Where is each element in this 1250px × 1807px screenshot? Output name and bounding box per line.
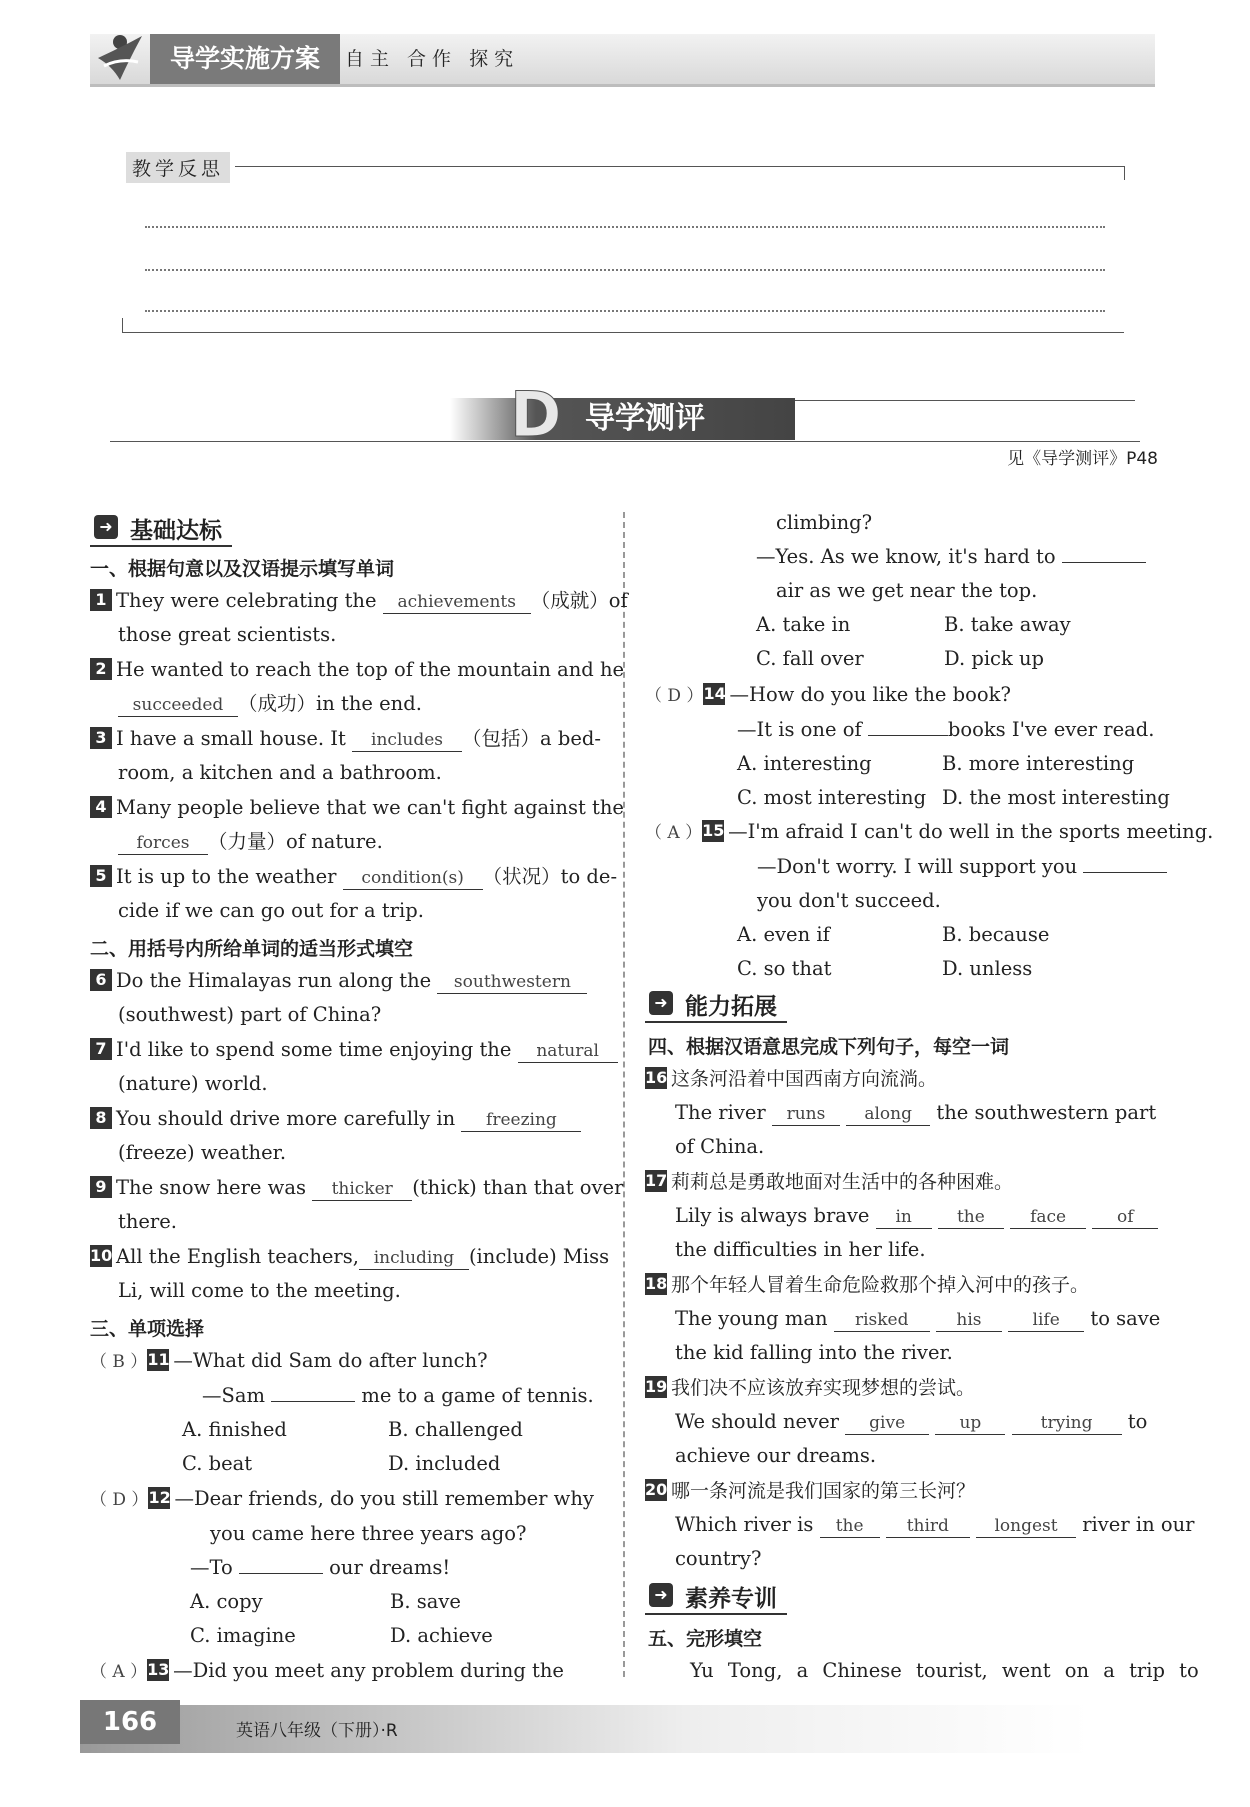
answer-blank[interactable]: longest	[976, 1515, 1076, 1538]
answer-blank[interactable]: of	[1092, 1206, 1158, 1229]
answer-blank[interactable]: thicker	[312, 1178, 412, 1201]
question-number: 15	[702, 821, 725, 840]
question-number: 3	[90, 727, 112, 749]
answer-blank[interactable]: risked	[834, 1309, 930, 1332]
choice-answer[interactable]: （ A ）	[645, 823, 703, 843]
subheading-basic: ➜ 基础达标	[90, 512, 232, 547]
answer-blank[interactable]: face	[1010, 1206, 1086, 1229]
answer-blank[interactable]: third	[886, 1515, 970, 1538]
answer-blank[interactable]	[271, 1401, 355, 1402]
answer-blank[interactable]	[1062, 562, 1146, 563]
part5-title: 五、完形填空	[648, 1628, 763, 1650]
answer-blank[interactable]: includes	[352, 729, 462, 752]
answer-blank[interactable]: runs	[772, 1103, 840, 1126]
question-3: 3 I have a small house. It includes （包括）a bed- room, a kitchen and a bathroom.	[90, 722, 601, 790]
reflection-right-line	[1124, 166, 1125, 180]
part3-title: 三、单项选择	[90, 1318, 205, 1340]
question-number: 17	[645, 1171, 668, 1190]
arrow-icon: ➜	[649, 991, 673, 1015]
question-number: 2	[90, 658, 112, 680]
answer-blank[interactable]: up	[935, 1412, 1005, 1435]
question-15: （ A ）15 —I'm afraid I can't do well in the sports meeting. —Don't worry. I will support you you don't succeed. A. even if B. because C. so that D. unless	[645, 820, 1214, 980]
choice-answer[interactable]: （ B ）	[90, 1352, 148, 1372]
answer-blank[interactable]: life	[1008, 1309, 1084, 1332]
cloze-passage: Yu Tong, a Chinese tourist, went on a trip to	[690, 1659, 1199, 1682]
answer-blank[interactable]: including	[359, 1247, 469, 1270]
reflection-dotline	[145, 310, 1105, 312]
question-number: 13	[147, 1660, 170, 1679]
question-19: 19 我们决不应该放弃实现梦想的尝试。 We should never give up trying to achieve our dreams.	[645, 1377, 1148, 1467]
question-number: 18	[645, 1274, 668, 1293]
answer-blank[interactable]: succeeded	[118, 694, 238, 717]
answer-blank[interactable]: freezing	[461, 1109, 581, 1132]
answer-blank[interactable]	[1083, 872, 1167, 873]
reflection-bottom-line	[122, 332, 1124, 333]
part2-title: 二、用括号内所给单词的适当形式填空	[90, 938, 414, 960]
header-tags: 自主 合作 探究	[345, 48, 520, 70]
choice-answer[interactable]: （ D ）	[645, 686, 704, 706]
question-1: 1 They were celebrating the achievements （成就）of those great scientists.	[90, 584, 628, 652]
question-6: 6 Do the Himalayas run along the southwestern (southwest) part of China?	[90, 964, 587, 1032]
question-7: 7 I'd like to spend some time enjoying the natural (nature) world.	[90, 1033, 618, 1101]
answer-blank[interactable]: achievements	[383, 591, 531, 614]
section-title: 导学测评	[585, 401, 705, 436]
book-title: 英语八年级（下册）·R	[236, 1721, 398, 1741]
answer-blank[interactable]: condition(s)	[343, 867, 483, 890]
arrow-icon: ➜	[649, 1583, 673, 1607]
question-number: 4	[90, 796, 112, 818]
subheading-literacy: ➜ 素养专训	[645, 1580, 787, 1615]
question-number: 12	[148, 1488, 171, 1507]
question-number: 14	[703, 684, 726, 703]
answer-blank[interactable]: the	[938, 1206, 1004, 1229]
logo-icon	[90, 28, 150, 84]
arrow-icon: ➜	[94, 515, 118, 539]
page-number: 166	[80, 1700, 180, 1744]
answer-blank[interactable]	[239, 1573, 323, 1574]
answer-blank[interactable]: his	[936, 1309, 1002, 1332]
answer-blank[interactable]: give	[845, 1412, 929, 1435]
question-4: 4 Many people believe that we can't fight against the forces （力量）of nature.	[90, 791, 624, 859]
question-number: 7	[90, 1038, 112, 1060]
question-number: 8	[90, 1107, 112, 1129]
question-number: 11	[147, 1350, 170, 1369]
question-5: 5 It is up to the weather condition(s) （状况）to de- cide if we can go out for a trip.	[90, 860, 617, 928]
answer-blank[interactable]: trying	[1012, 1412, 1122, 1435]
question-number: 10	[90, 1246, 113, 1265]
answer-blank[interactable]: southwestern	[437, 971, 587, 994]
answer-blank[interactable]: in	[876, 1206, 932, 1229]
question-number: 16	[645, 1068, 668, 1087]
choice-answer[interactable]: （ A ）	[90, 1662, 148, 1682]
answer-blank[interactable]: natural	[518, 1040, 618, 1063]
part4-title: 四、根据汉语意思完成下列句子，每空一词	[648, 1036, 1010, 1058]
part1-title: 一、根据句意以及汉语提示填写单词	[90, 558, 395, 580]
question-17: 17 莉莉总是勇敢地面对生活中的各种困难。 Lily is always brave in the face of the difficulties in her life.	[645, 1165, 1158, 1267]
choice-answer[interactable]: （ D ）	[90, 1490, 149, 1510]
question-14: （ D ）14 —How do you like the book? —It is one of books I've ever read. A. interesting B. more interesting C. most interesting D. the most interesting	[645, 683, 1170, 809]
reflection-left-line	[122, 318, 123, 332]
question-number: 19	[645, 1377, 668, 1396]
section-rule-right	[790, 400, 1135, 401]
footer-bar	[80, 1705, 1090, 1753]
question-16: 16 这条河沿着中国西南方向流淌。 The river runs along the southwestern part of China.	[645, 1068, 1157, 1158]
question-18: 18 那个年轻人冒着生命危险救那个掉入河中的孩子。 The young man risked his life to save the kid falling into the river.	[645, 1274, 1161, 1364]
answer-blank[interactable]: the	[820, 1515, 880, 1538]
answer-blank[interactable]	[868, 735, 948, 736]
reflection-top-line	[235, 166, 1125, 167]
question-number: 6	[90, 969, 112, 991]
question-11: （ B ）11 —What did Sam do after lunch? —Sam me to a game of tennis. A. finished B. challenged C. beat D. included	[90, 1349, 594, 1475]
reflection-label: 教学反思	[126, 152, 230, 183]
question-number: 9	[90, 1176, 112, 1198]
question-2: 2 He wanted to reach the top of the mountain and he succeeded （成功）in the end.	[90, 653, 624, 721]
question-9: 9 The snow here was thicker (thick) than that over there.	[90, 1171, 623, 1239]
question-13: （ A ）13 —Did you meet any problem during the	[90, 1659, 564, 1682]
question-number: 5	[90, 865, 112, 887]
reflection-dotline	[145, 269, 1105, 271]
reference-note: 见《导学测评》P48	[1007, 449, 1158, 469]
header-title: 导学实施方案	[150, 34, 340, 84]
question-number: 1	[90, 589, 112, 611]
section-letter: D	[510, 378, 562, 451]
question-8: 8 You should drive more carefully in freezing (freeze) weather.	[90, 1102, 581, 1170]
question-10: 10 All the English teachers, including (include) Miss Li, will come to the meeting.	[90, 1245, 610, 1302]
subheading-ability: ➜ 能力拓展	[645, 988, 787, 1023]
question-number: 20	[645, 1480, 668, 1499]
question-20: 20 哪一条河流是我们国家的第三长河？ Which river is the third longest river in our country?	[645, 1480, 1195, 1570]
reflection-dotline	[145, 226, 1105, 228]
answer-blank[interactable]: forces	[118, 832, 208, 855]
question-13-continued: climbing? —Yes. As we know, it's hard to air as we get near the top. A. take in B. take away C. fall over D. pick up	[640, 506, 1146, 676]
question-12: （ D ）12 —Dear friends, do you still remember why you came here three years ago? —To our dreams! A. copy B. save C. imagine D. achieve	[90, 1487, 594, 1647]
answer-blank[interactable]: along	[846, 1103, 930, 1126]
section-rule	[110, 441, 1140, 442]
